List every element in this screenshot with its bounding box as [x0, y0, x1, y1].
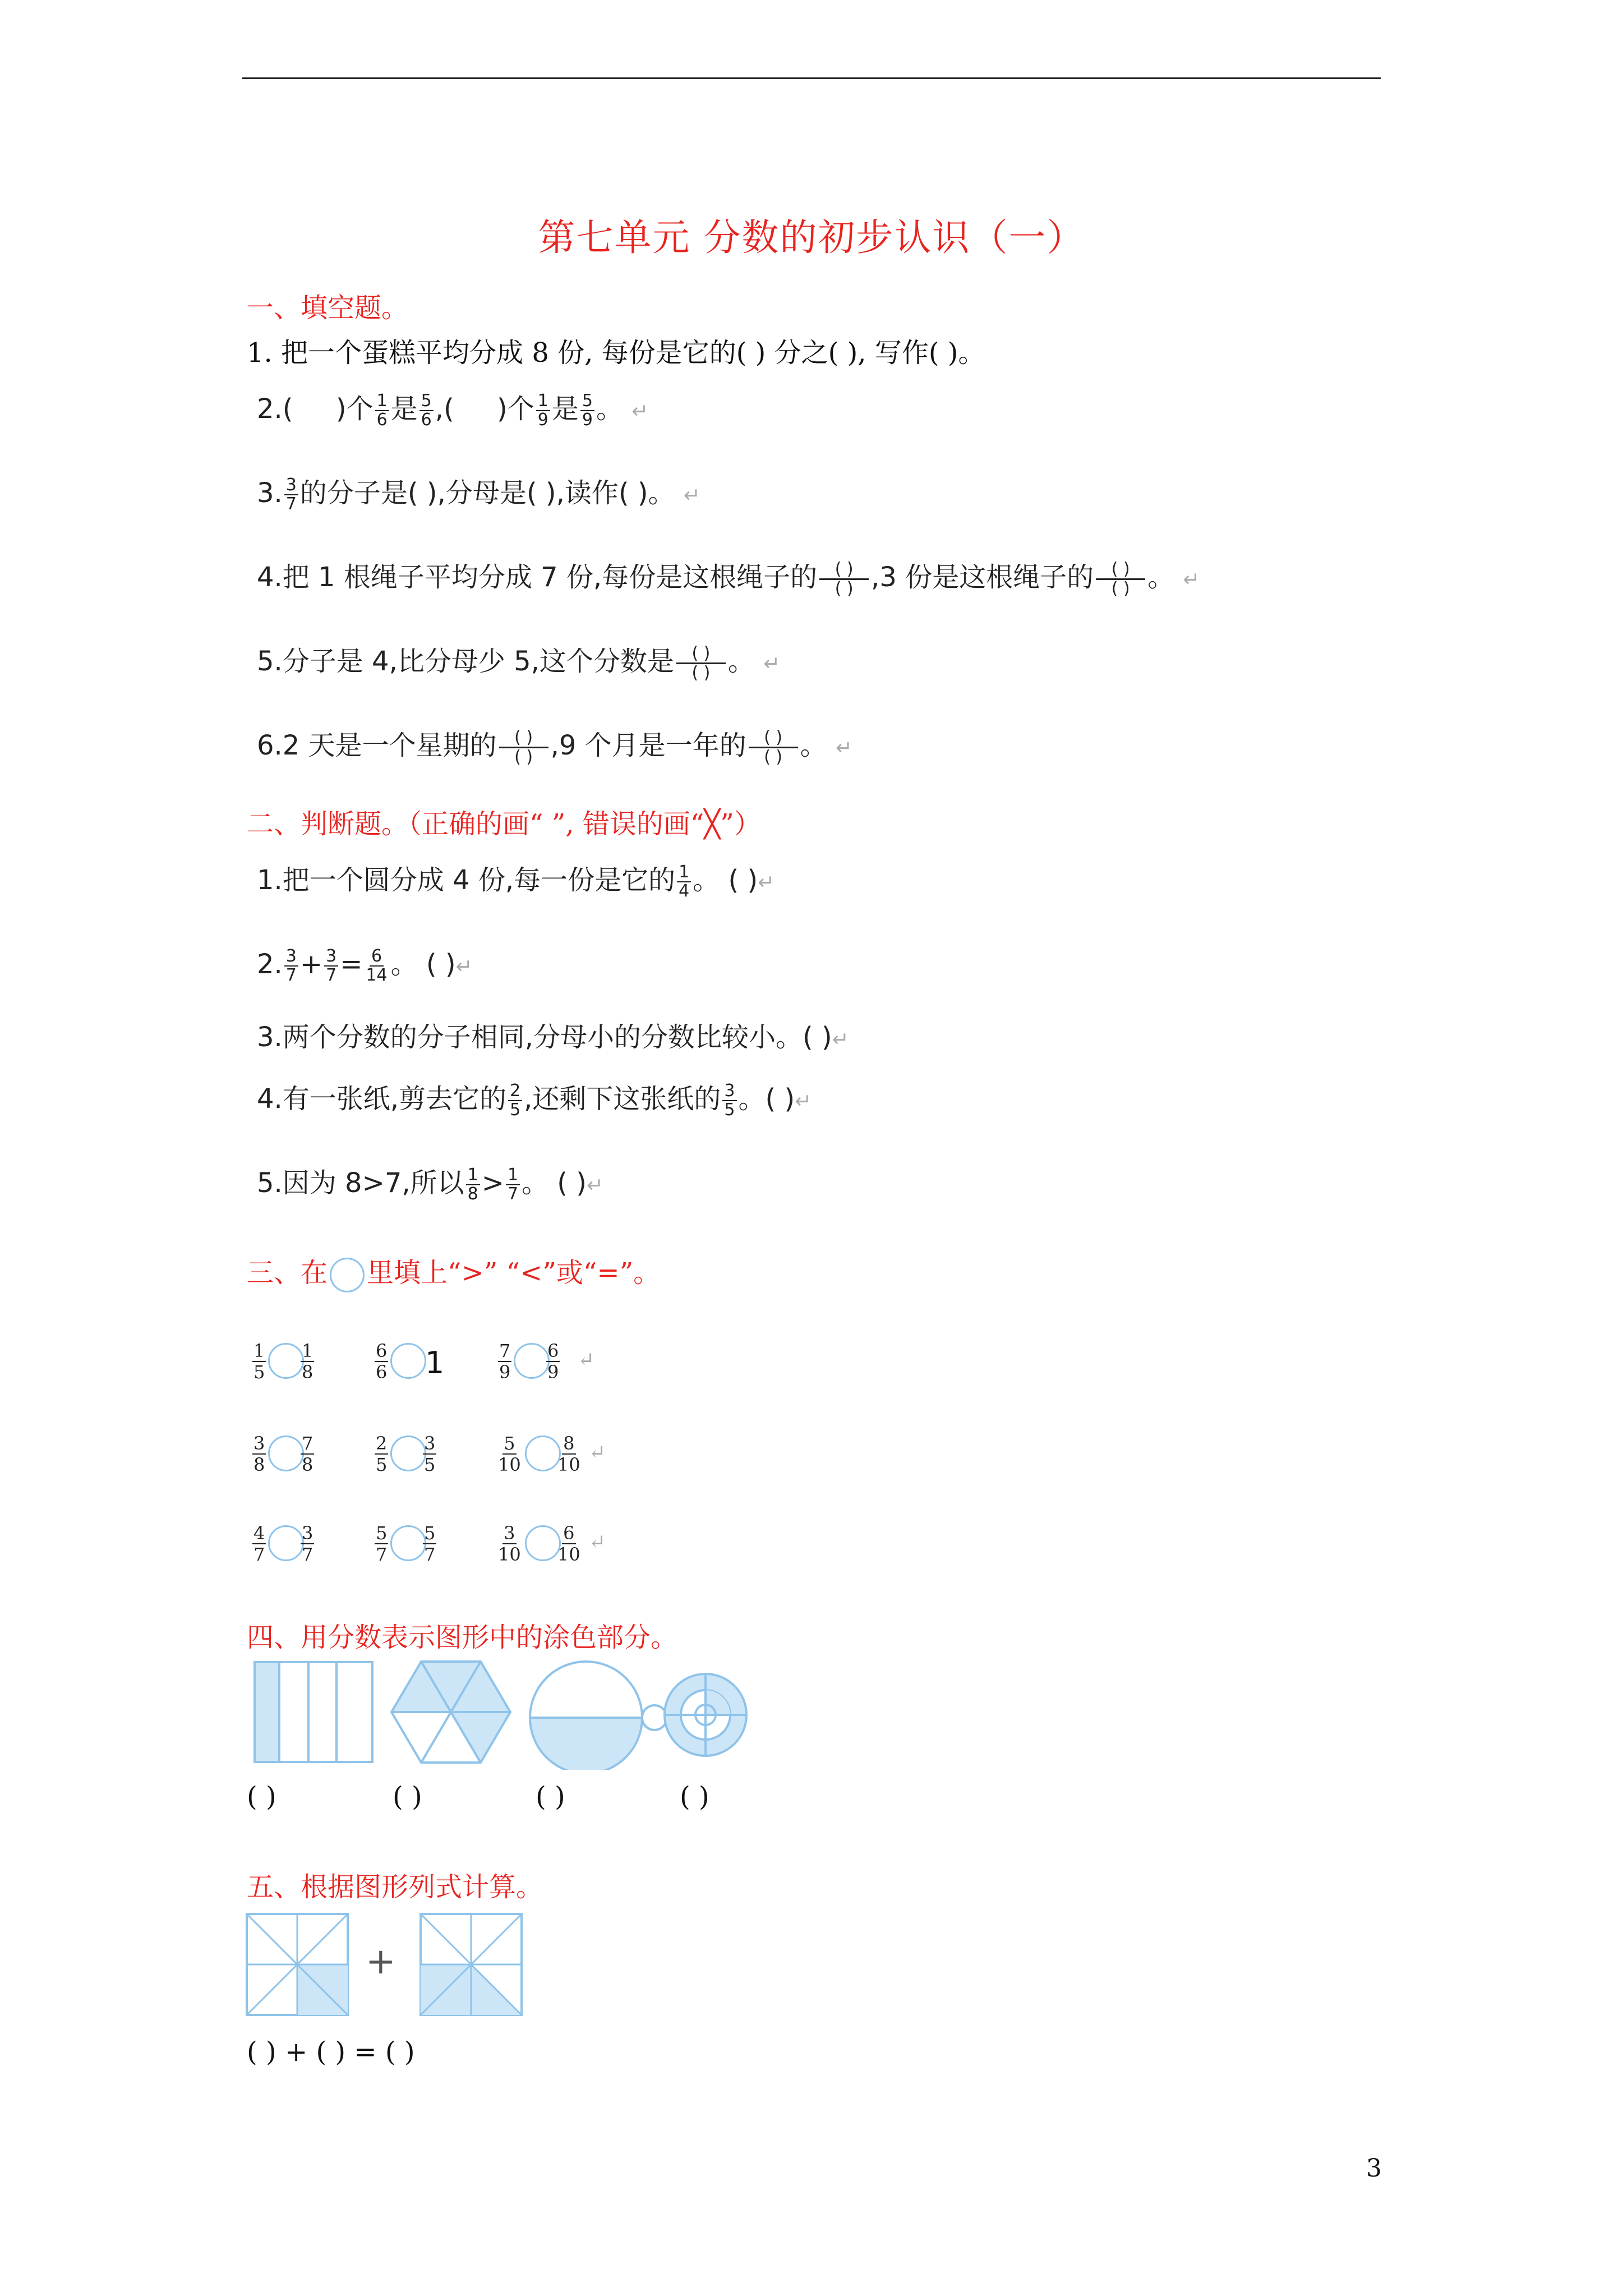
plus-sign: + [366, 1941, 396, 1982]
hexagon-figure [391, 1662, 510, 1763]
compare-circle-blank[interactable] [525, 1435, 561, 1471]
s2-q4: 4.有一张纸,剪去它的 $\frac{2}{5}$ ,还剩下这张纸的 $\frac{3}{5}$ 。( )↵ [257, 1081, 812, 1120]
compare-right-fraction: 3 5 [424, 1433, 436, 1475]
compare-circle-blank[interactable] [514, 1343, 550, 1379]
compare-right-fraction: 7 8 [302, 1433, 313, 1475]
compare-right-fraction: 8 10 [557, 1433, 580, 1475]
page-title: 第七单元 分数的初步认识（一） [538, 216, 1085, 259]
s2-q1: 1.把一个圆分成 4 份,每一份是它的 $\frac{1}{4}$ 。 ( )↵ [257, 862, 775, 901]
s1-q5: 5.分子是 4,比分母少 5,这个分数是 ( ) ( ) 。 ↵ [257, 643, 781, 683]
compare-left-fraction: 5 7 [376, 1522, 388, 1565]
s2-q5: 5.因为 8>7,所以 $\frac{1}{8}$ > $\frac{1}{7}$ 。 ( )↵ [257, 1165, 604, 1204]
compare-left-fraction: 3 10 [498, 1522, 521, 1565]
compare-circle-blank[interactable] [390, 1435, 426, 1471]
compare-left-fraction: 5 10 [498, 1433, 521, 1475]
compare-right-number: 1 [425, 1345, 445, 1381]
square-figure-2 [421, 1914, 522, 2015]
s1-q3: 3. $\frac{3}{7}$ 的分子是( ),分母是( ),读作( )。 ↵ [257, 475, 700, 514]
compare-left-fraction: 2 5 [376, 1433, 388, 1475]
s4-answer-3: ( ) [536, 1781, 565, 1812]
compare-left-fraction: 3 8 [253, 1433, 265, 1475]
ring-figure [665, 1674, 746, 1756]
section3-heading: 三、在 里填上“>” “<”或“=”。 [247, 1251, 660, 1292]
s2-q3: 3.两个分数的分子相同,分母小的分数比较小。( )↵ [257, 1022, 849, 1053]
page-number: 3 [1366, 2154, 1382, 2183]
s2-q2: 2. $\frac{3}{7}$ + $\frac{3}{7}$ = $\frac{6}{14}$ 。 ( )↵ [257, 946, 473, 985]
section5-heading: 五、根据图形列式计算。 [247, 1871, 543, 1903]
shaded-figures [247, 1658, 763, 1770]
compare-right-fraction: 6 10 [557, 1522, 580, 1565]
circle-half-figure [530, 1662, 667, 1770]
return-mark: ↵ [589, 1441, 606, 1464]
s4-answer-4: ( ) [680, 1781, 709, 1812]
s1-q6: 6.2 天是一个星期的 ( ) ( ) ,9 个月是一年的 ( ) ( ) 。 ↵ [257, 727, 853, 767]
compare-circle-blank[interactable] [268, 1525, 304, 1561]
compare-circle-blank[interactable] [268, 1343, 304, 1379]
rectangle-figure [255, 1662, 372, 1762]
s1-q2: 2.( )个 $\frac{1}{6}$ 是 $\frac{5}{6}$ ,( )个 $\frac{1}{9}$ 是 $\frac{5}{9}$ 。 ↵ [257, 391, 649, 430]
compare-right-fraction: 5 7 [424, 1522, 436, 1565]
s4-answer-1: ( ) [247, 1781, 276, 1812]
s1-q1: 1. 把一个蛋糕平均分成 8 份, 每份是它的( ) 分之( ), 写作( )。 [247, 337, 985, 369]
compare-left-fraction: 6 6 [376, 1340, 388, 1383]
header-rule [242, 77, 1381, 79]
compare-circle-blank[interactable] [268, 1435, 304, 1471]
return-mark: ↵ [578, 1349, 595, 1372]
circle-icon [330, 1258, 365, 1292]
compare-left-fraction: 4 7 [253, 1522, 265, 1565]
section4-heading: 四、用分数表示图形中的涂色部分。 [247, 1622, 678, 1653]
s1-q4: 4.把 1 根绳子平均分成 7 份,每份是这根绳子的 ( ) ( ) ,3 份是这根绳子的 ( ) ( ) 。 ↵ [257, 559, 1200, 599]
compare-left-fraction: 7 9 [499, 1340, 511, 1383]
compare-right-fraction: 6 9 [547, 1340, 559, 1383]
compare-right-fraction: 1 8 [302, 1340, 313, 1383]
section2-heading: 二、判断题。（正确的画“ ”, 错误的画“╳”） [247, 808, 761, 840]
square-figure-1 [247, 1914, 348, 2015]
return-mark: ↵ [589, 1531, 606, 1554]
compare-right-fraction: 3 7 [302, 1522, 313, 1565]
compare-left-fraction: 1 5 [253, 1340, 265, 1383]
section1-heading: 一、填空题。 [247, 292, 409, 324]
compare-circle-blank[interactable] [390, 1525, 426, 1561]
s5-expression: ( ) + ( ) = ( ) [247, 2036, 415, 2068]
compare-circle-blank[interactable] [390, 1343, 426, 1379]
s4-answer-2: ( ) [393, 1781, 422, 1812]
compare-circle-blank[interactable] [525, 1525, 561, 1561]
